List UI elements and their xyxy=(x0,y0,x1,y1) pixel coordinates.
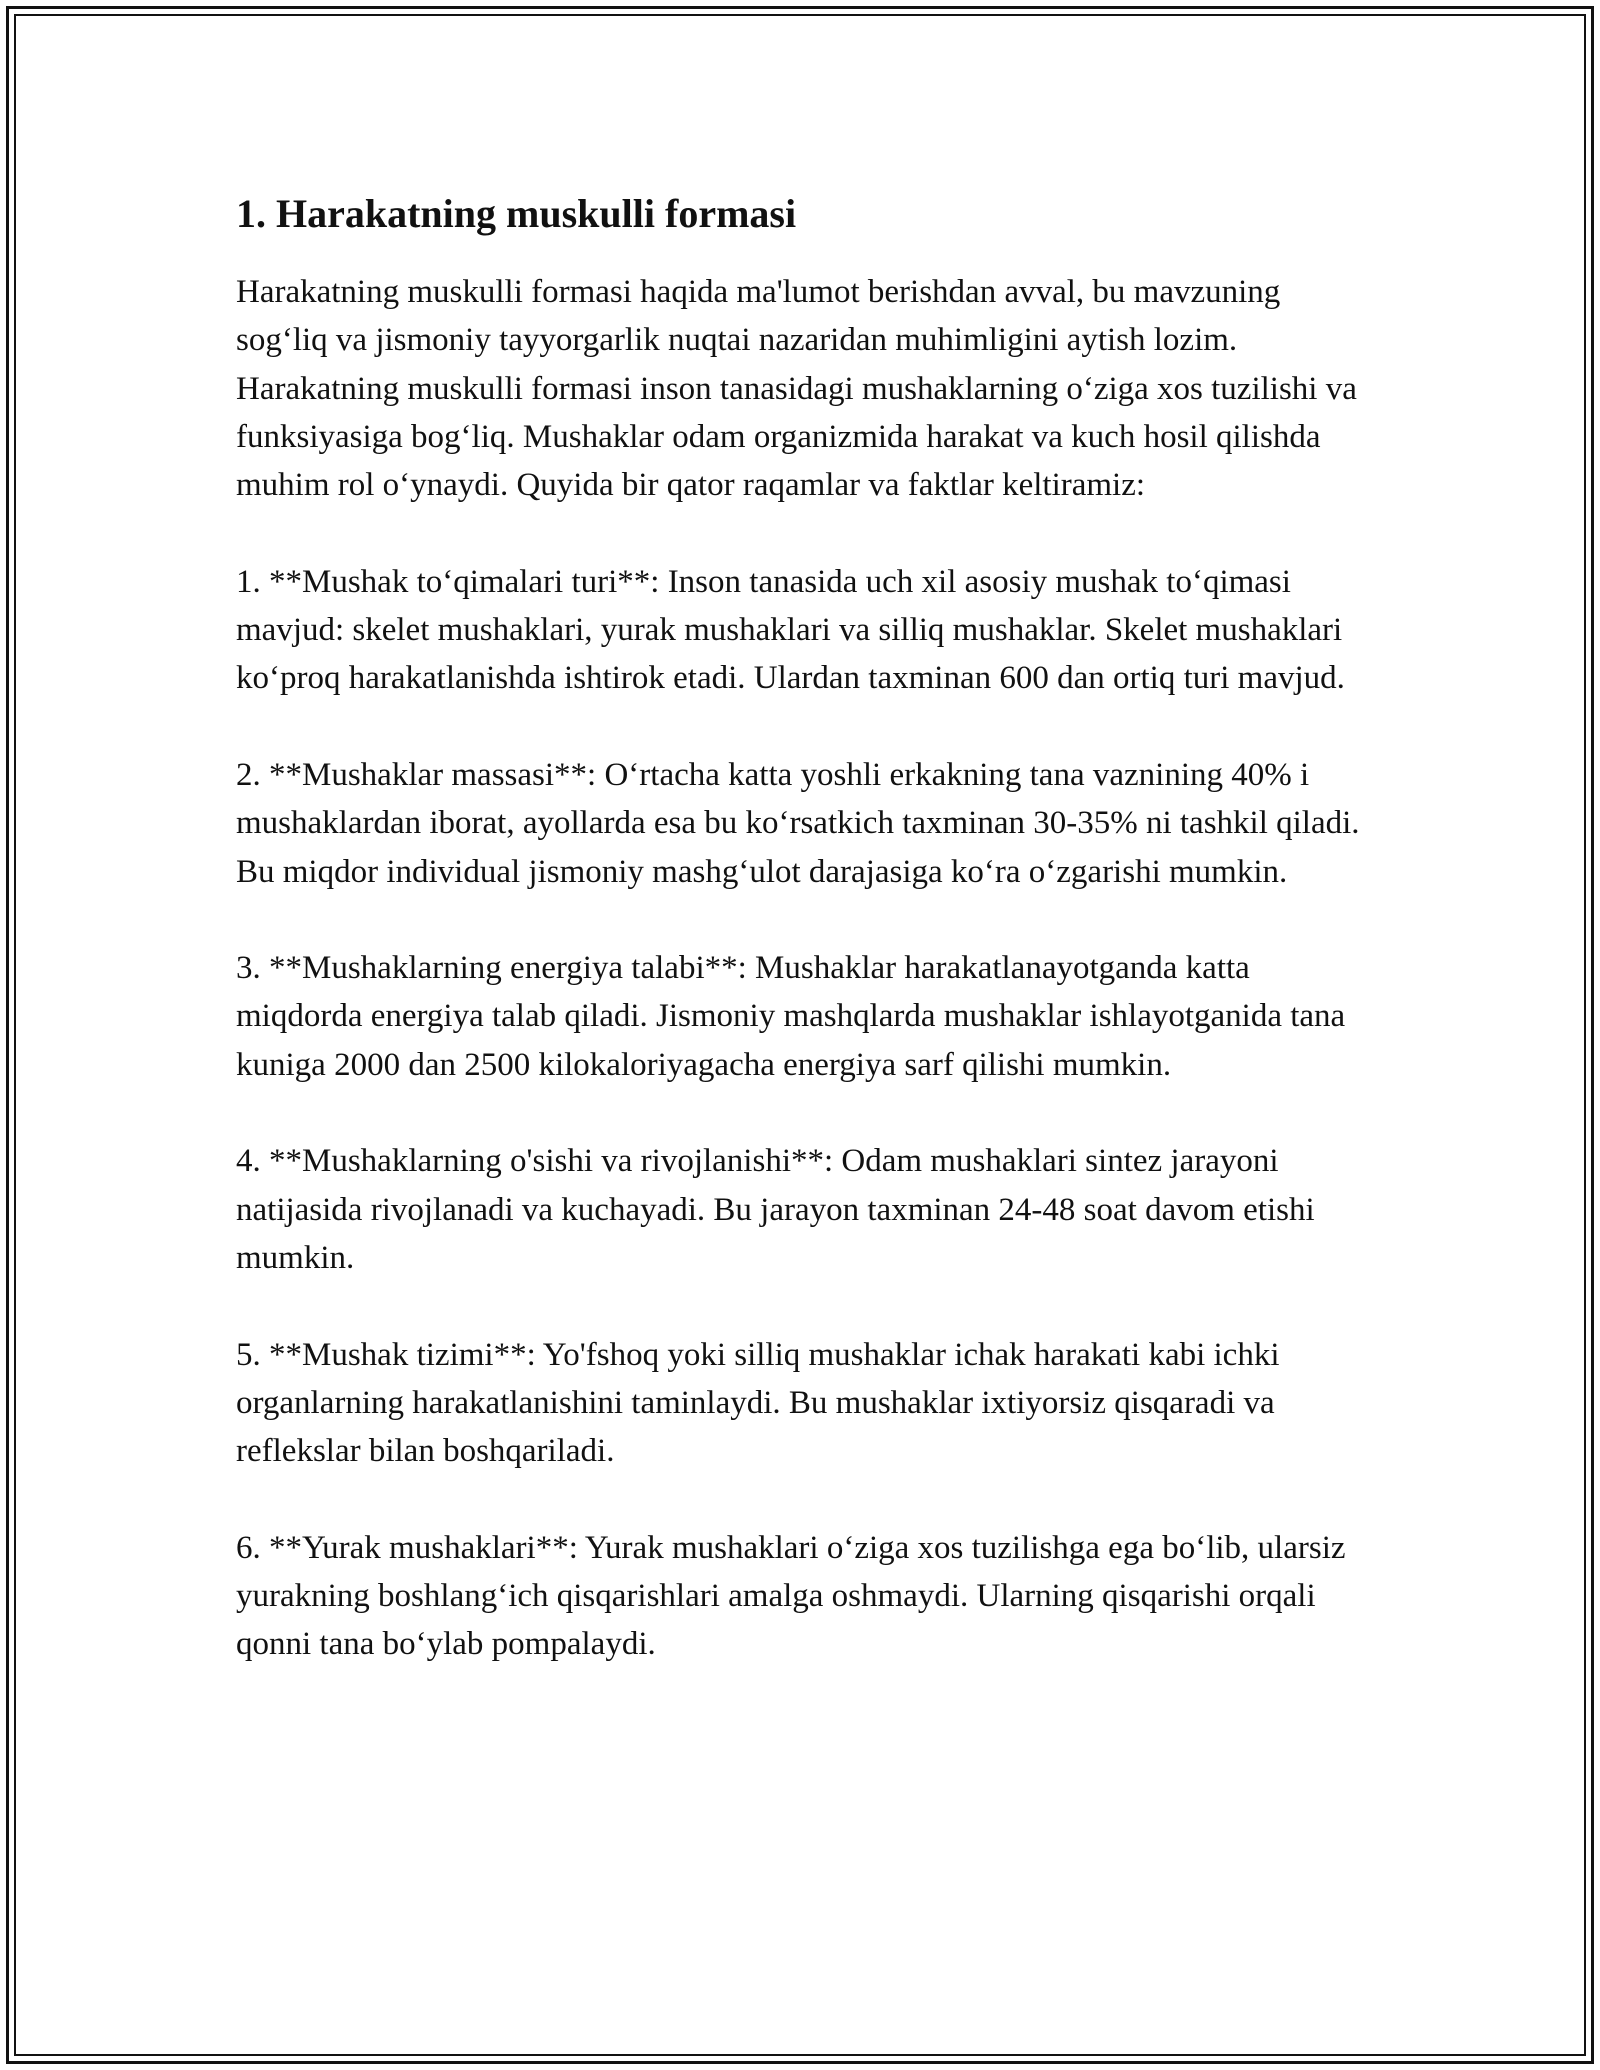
fact-paragraph-5: 5. **Mushak tizimi**: Yo'fshoq yoki silliq mushaklar ichak harakati kabi ichki organlarning harakatlanishini taminlaydi. Bu mushaklar ixtiyorsiz qisqaradi va reflekslar bilan boshqariladi. xyxy=(236,1336,1280,1470)
fact-paragraph-3: 3. **Mushaklarning energiya talabi**: Mushaklar harakatlanayotganda katta miqdorda energiya talab qiladi. Jismoniy mashqlarda mushaklar ishlayotganida tana kuniga 2000 dan 2500 kilokaloriyagacha energiya sarf qilishi mumkin. xyxy=(236,950,1346,1083)
document-body xyxy=(236,182,1376,1717)
intro-paragraph: Harakatning muskulli formasi haqida ma'lumot berishdan avval, bu mavzuning sog‘liq va jismoniy tayyorgarlik nuqtai nazaridan muhimligini aytish lozim. Harakatning muskulli formasi inson tanasidagi mushaklarning o‘ziga xos tuzilishi va funksiyasiga bog‘liq. Mushaklar odam organizmida harakat va kuch hosil qilishda muhim rol o‘ynaydi. Quyida bir qator raqamlar va faktlar keltiramiz: xyxy=(236,274,1357,504)
fact-paragraph-2: 2. **Mushaklar massasi**: O‘rtacha katta yoshli erkakning tana vaznining 40% i mushaklardan iborat, ayollarda esa bu ko‘rsatkich taxminan 30-35% ni tashkil qiladi. Bu miqdor individual jismoniy mashg‘ulot darajasiga ko‘ra o‘zgarishi mumkin. xyxy=(236,756,1360,890)
fact-paragraph-6: 6. **Yurak mushaklari**: Yurak mushaklari o‘ziga xos tuzilishga ega bo‘lib, ularsiz yurakning boshlang‘ich qisqarishlari amalga oshmaydi. Ularning qisqarishi orqali qonni tana bo‘ylab pompalaydi. xyxy=(236,1529,1346,1663)
fact-paragraph-1: 1. **Mushak to‘qimalari turi**: Inson tanasida uch xil asosiy mushak to‘qimasi mavjud: skelet mushaklari, yurak mushaklari va silliq mushaklar. Skelet mushaklari ko‘proq harakatlanishda ishtirok etadi. Ulardan taxminan 600 dan ortiq turi mavjud. xyxy=(236,563,1345,697)
section-heading: 1. Harakatning muskulli formasi xyxy=(236,191,797,236)
fact-paragraph-4: 4. **Mushaklarning o'sishi va rivojlanishi**: Odam mushaklari sintez jarayoni natijasida rivojlanadi va kuchayadi. Bu jarayon taxminan 24-48 soat davom etishi mumkin. xyxy=(236,1143,1315,1276)
